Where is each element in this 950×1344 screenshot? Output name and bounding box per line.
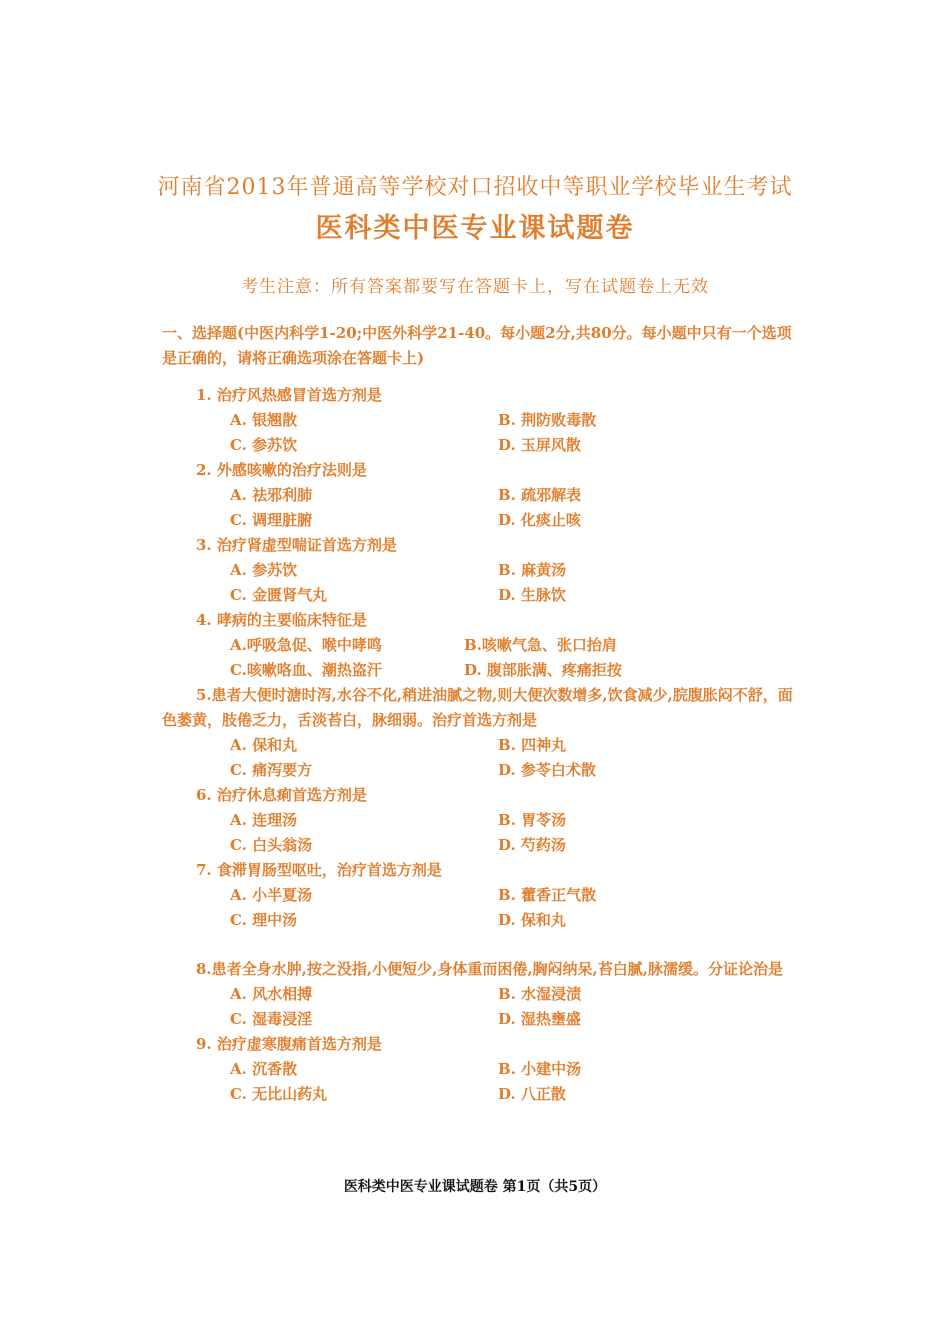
spacer <box>162 933 802 957</box>
section-heading: 一、选择题(中医内科学1-20;中医外科学21-40。每小题2分,共80分。每小题中只有一个选项是正确的，请将正确选项涂在答题卡上) <box>162 324 792 367</box>
question-9 <box>162 1032 802 1107</box>
question-stem: 4. 哮病的主要临床特征是 <box>196 611 367 629</box>
option-c: C. 理中汤 <box>230 911 298 929</box>
option-b: B. 水湿浸渍 <box>498 985 582 1003</box>
option-c: C. 痛泻要方 <box>230 761 313 779</box>
option-a: A. 祛邪利肺 <box>230 486 313 504</box>
option-c: C. 无比山药丸 <box>230 1085 328 1103</box>
question-stem: 6. 治疗休息痢首选方剂是 <box>196 786 367 804</box>
question-stem: 5.患者大便时溏时泻,水谷不化,稍进油腻之物,则大便次数增多,饮食减少,脘腹胀闷不舒，面色萎黄，肢倦乏力，舌淡苔白，脉细弱。治疗首选方剂是 <box>162 686 793 729</box>
question-stem: 1. 治疗风热感冒首选方剂是 <box>196 386 382 404</box>
question-stem: 7. 食滞胃肠型呕吐，治疗首选方剂是 <box>196 861 442 879</box>
question-5 <box>162 683 802 783</box>
option-c: C. 调理脏腑 <box>230 511 313 529</box>
option-a: A. 银翘散 <box>230 411 298 429</box>
option-d: D. 芍药汤 <box>498 836 566 854</box>
option-b: B. 麻黄汤 <box>498 561 567 579</box>
option-c: C. 白头翁汤 <box>230 836 313 854</box>
question-stem: 8.患者全身水肿,按之没指,小便短少,身体重而困倦,胸闷纳呆,苔白腻,脉濡缓。分证论治是 <box>196 960 783 978</box>
option-d: D. 生脉饮 <box>498 586 566 604</box>
question-8 <box>162 957 802 1032</box>
question-stem: 2. 外感咳嗽的治疗法则是 <box>196 461 367 479</box>
option-d: D. 湿热壅盛 <box>498 1010 581 1028</box>
option-c: C. 湿毒浸淫 <box>230 1010 313 1028</box>
option-c: C. 金匮肾气丸 <box>230 586 328 604</box>
option-d: D. 化痰止咳 <box>498 511 581 529</box>
question-stem: 3. 治疗肾虚型喘证首选方剂是 <box>196 536 397 554</box>
question-stem: 9. 治疗虚寒腹痛首选方剂是 <box>196 1035 382 1053</box>
question-6 <box>162 783 802 858</box>
exam-title-line2: 医科类中医专业课试题卷 <box>315 213 635 244</box>
question-2 <box>162 458 802 533</box>
option-a: A. 小半夏汤 <box>230 886 313 904</box>
page-footer: 医科类中医专业课试题卷 第1页（共5页） <box>343 1179 607 1195</box>
option-b: B. 疏邪解表 <box>498 486 582 504</box>
candidate-notice: 考生注意：所有答案都要写在答题卡上，写在试题卷上无效 <box>241 277 709 297</box>
exam-title-line1: 河南省2013年普通高等学校对口招收中等职业学校毕业生考试 <box>157 175 793 200</box>
option-d: D. 八正散 <box>498 1085 566 1103</box>
option-b: B. 胃苓汤 <box>498 811 567 829</box>
option-a: A. 风水相搏 <box>230 985 313 1003</box>
option-d: D. 参苓白术散 <box>498 761 596 779</box>
option-a: A. 沉香散 <box>230 1060 298 1078</box>
option-d: D. 玉屏风散 <box>498 436 581 454</box>
option-b: B.咳嗽气急、张口抬肩 <box>464 636 617 654</box>
option-a: A. 参苏饮 <box>230 561 298 579</box>
option-d: D. 保和丸 <box>498 911 566 929</box>
option-c: C.咳嗽咯血、潮热盗汗 <box>230 661 382 679</box>
option-b: B. 小建中汤 <box>498 1060 582 1078</box>
option-b: B. 藿香正气散 <box>498 886 597 904</box>
question-1 <box>162 383 802 458</box>
option-a: A. 保和丸 <box>230 736 298 754</box>
question-7 <box>162 858 802 933</box>
option-b: B. 四神丸 <box>498 736 567 754</box>
question-4 <box>162 608 802 683</box>
question-list <box>162 383 802 1107</box>
option-a: A.呼吸急促、喉中哮鸣 <box>230 636 382 654</box>
option-b: B. 荆防败毒散 <box>498 411 597 429</box>
question-3 <box>162 533 802 608</box>
option-d: D. 腹部胀满、疼痛拒按 <box>464 661 622 679</box>
option-c: C. 参苏饮 <box>230 436 298 454</box>
option-a: A. 连理汤 <box>230 811 298 829</box>
